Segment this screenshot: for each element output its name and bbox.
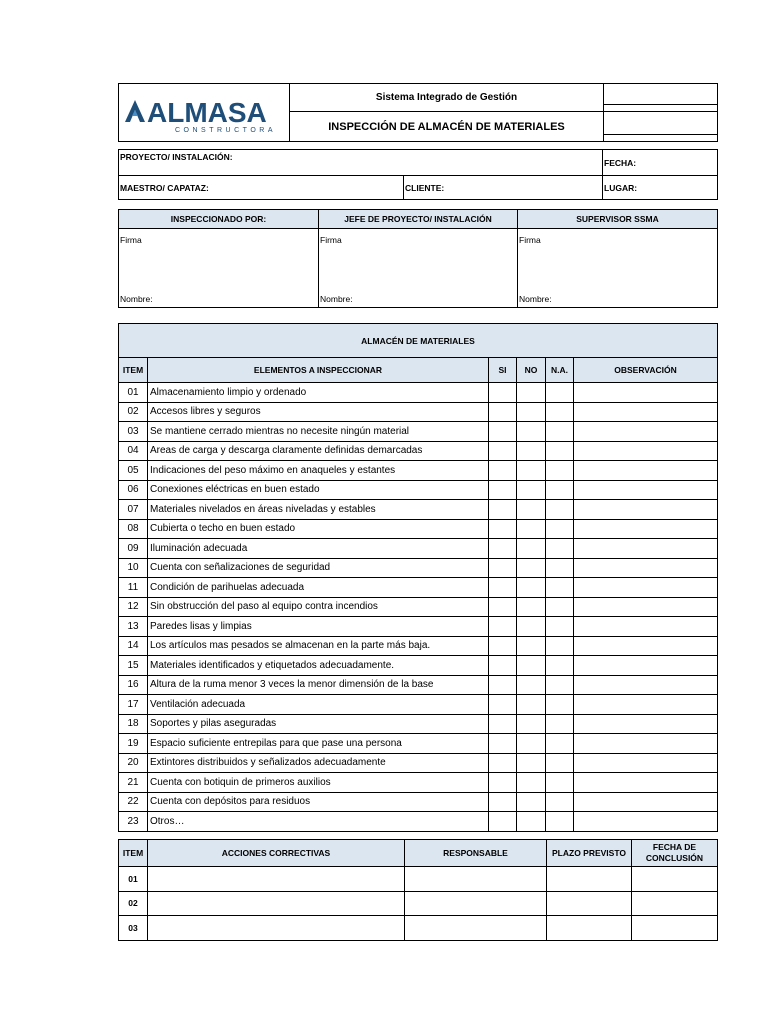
item-number: 17 (119, 695, 148, 715)
no-cell[interactable] (517, 636, 546, 656)
si-cell[interactable] (489, 753, 517, 773)
table-row (119, 656, 718, 676)
nombre-label: Nombre: (320, 294, 353, 304)
item-number: 23 (119, 812, 148, 832)
no-cell[interactable] (517, 480, 546, 500)
table-row (119, 519, 718, 539)
table-row (119, 402, 718, 422)
observacion-cell[interactable] (574, 734, 718, 754)
si-cell[interactable] (489, 441, 517, 461)
responsable-cell[interactable] (405, 891, 547, 916)
table-row (119, 500, 718, 520)
logo-cell (119, 84, 290, 142)
na-cell[interactable] (546, 656, 574, 676)
item-number: 05 (119, 461, 148, 481)
no-cell[interactable] (517, 734, 546, 754)
inspectors-block (118, 209, 718, 308)
si-cell[interactable] (489, 500, 517, 520)
na-cell[interactable] (546, 734, 574, 754)
observacion-cell[interactable] (574, 461, 718, 481)
acciones-cell[interactable] (148, 916, 405, 941)
si-cell[interactable] (489, 519, 517, 539)
si-cell[interactable] (489, 656, 517, 676)
project-info (118, 149, 718, 200)
si-cell[interactable] (489, 812, 517, 832)
na-cell[interactable] (546, 441, 574, 461)
observacion-cell[interactable] (574, 539, 718, 559)
item-text: Iluminación adecuada (148, 539, 489, 559)
no-cell[interactable] (517, 500, 546, 520)
no-cell[interactable] (517, 675, 546, 695)
table-row (119, 422, 718, 442)
plazo-cell[interactable] (547, 867, 632, 892)
si-cell[interactable] (489, 480, 517, 500)
si-cell[interactable] (489, 734, 517, 754)
inspector-header-3: SUPERVISOR SSMA (518, 210, 718, 229)
na-cell[interactable] (546, 480, 574, 500)
item-text: Indicaciones del peso máximo en anaqueles y estantes (148, 461, 489, 481)
si-cell[interactable] (489, 422, 517, 442)
table-row (119, 617, 718, 637)
item-text: Areas de carga y descarga claramente definidas demarcadas (148, 441, 489, 461)
firma-label: Firma (320, 235, 342, 245)
si-cell[interactable] (489, 597, 517, 617)
firma-label: Firma (120, 235, 142, 245)
item-text: Conexiones eléctricas en buen estado (148, 480, 489, 500)
plazo-cell[interactable] (547, 891, 632, 916)
item-number: 12 (119, 597, 148, 617)
na-cell[interactable] (546, 695, 574, 715)
no-cell[interactable] (517, 383, 546, 403)
item-number: 16 (119, 675, 148, 695)
item-text: Se mantiene cerrado mientras no necesite ningún material (148, 422, 489, 442)
table-row (119, 636, 718, 656)
no-cell[interactable] (517, 461, 546, 481)
col-na: N.A. (546, 358, 574, 383)
na-cell[interactable] (546, 578, 574, 598)
item-number: 06 (119, 480, 148, 500)
no-cell[interactable] (517, 773, 546, 793)
si-cell[interactable] (489, 792, 517, 812)
na-cell[interactable] (546, 792, 574, 812)
na-cell[interactable] (546, 558, 574, 578)
item-number: 14 (119, 636, 148, 656)
no-cell[interactable] (517, 519, 546, 539)
item-text: Ventilación adecuada (148, 695, 489, 715)
table-row (119, 792, 718, 812)
observacion-cell[interactable] (574, 597, 718, 617)
si-cell[interactable] (489, 773, 517, 793)
item-text: Almacenamiento limpio y ordenado (148, 383, 489, 403)
proyecto-label: PROYECTO/ INSTALACIÓN: (119, 150, 603, 176)
item-number: 11 (119, 578, 148, 598)
header-block (118, 83, 718, 142)
item-number: 19 (119, 734, 148, 754)
observacion-cell[interactable] (574, 773, 718, 793)
signature-cell-1[interactable] (119, 229, 319, 308)
observacion-cell[interactable] (574, 402, 718, 422)
responsable-cell[interactable] (405, 916, 547, 941)
table-row (119, 383, 718, 403)
lugar-label: LUGAR: (603, 176, 718, 200)
item-text: Cuenta con botiquin de primeros auxilios (148, 773, 489, 793)
na-cell[interactable] (546, 636, 574, 656)
no-cell[interactable] (517, 539, 546, 559)
na-cell[interactable] (546, 812, 574, 832)
observacion-cell[interactable] (574, 617, 718, 637)
item-number: 07 (119, 500, 148, 520)
inspector-header-2: JEFE DE PROYECTO/ INSTALACIÓN (319, 210, 518, 229)
table-row (119, 773, 718, 793)
logo-subtext: CONSTRUCTORA (175, 127, 276, 132)
document-title: INSPECCIÓN DE ALMACÉN DE MATERIALES (290, 112, 604, 142)
acciones-cell[interactable] (148, 891, 405, 916)
item-text: Soportes y pilas aseguradas (148, 714, 489, 734)
observacion-cell[interactable] (574, 558, 718, 578)
table-row (119, 539, 718, 559)
na-cell[interactable] (546, 383, 574, 403)
table-row (119, 695, 718, 715)
header-meta-cell-1 (604, 84, 718, 112)
no-cell[interactable] (517, 812, 546, 832)
table-row (119, 558, 718, 578)
table-row (119, 675, 718, 695)
maestro-label: MAESTRO/ CAPATAZ: (119, 176, 404, 200)
actions-table (118, 839, 718, 941)
table-row (119, 812, 718, 832)
item-text: Condición de parihuelas adecuada (148, 578, 489, 598)
checklist-table (118, 323, 718, 832)
table-row (119, 480, 718, 500)
item-number: 08 (119, 519, 148, 539)
fecha-conclusion-cell[interactable] (632, 891, 718, 916)
item-number: 09 (119, 539, 148, 559)
si-cell[interactable] (489, 675, 517, 695)
item-number: 01 (119, 383, 148, 403)
item-text: Materiales nivelados en áreas niveladas y estables (148, 500, 489, 520)
signature-cell-2[interactable] (319, 229, 518, 308)
item-text: Paredes lisas y limpias (148, 617, 489, 637)
si-cell[interactable] (489, 402, 517, 422)
table-row (119, 714, 718, 734)
observacion-cell[interactable] (574, 636, 718, 656)
item-number: 22 (119, 792, 148, 812)
item-text: Materiales identificados y etiquetados adecuadamente. (148, 656, 489, 676)
item-text: Altura de la ruma menor 3 veces la menor dimensión de la base (148, 675, 489, 695)
na-cell[interactable] (546, 617, 574, 637)
item-number: 03 (119, 422, 148, 442)
na-cell[interactable] (546, 422, 574, 442)
responsable-cell[interactable] (405, 867, 547, 892)
observacion-cell[interactable] (574, 500, 718, 520)
na-cell[interactable] (546, 714, 574, 734)
nombre-label: Nombre: (120, 294, 153, 304)
item-number: 13 (119, 617, 148, 637)
item-number: 18 (119, 714, 148, 734)
na-cell[interactable] (546, 402, 574, 422)
col-item: ITEM (119, 358, 148, 383)
observacion-cell[interactable] (574, 519, 718, 539)
no-cell[interactable] (517, 753, 546, 773)
action-row (119, 916, 718, 941)
si-cell[interactable] (489, 617, 517, 637)
firma-label: Firma (519, 235, 541, 245)
observacion-cell[interactable] (574, 792, 718, 812)
si-cell[interactable] (489, 383, 517, 403)
item-number: 02 (119, 402, 148, 422)
si-cell[interactable] (489, 558, 517, 578)
nombre-label: Nombre: (519, 294, 552, 304)
fecha-conclusion-cell[interactable] (632, 916, 718, 941)
item-number: 21 (119, 773, 148, 793)
observacion-cell[interactable] (574, 441, 718, 461)
item-number: 04 (119, 441, 148, 461)
action-row (119, 867, 718, 892)
col-no: NO (517, 358, 546, 383)
na-cell[interactable] (546, 500, 574, 520)
observacion-cell[interactable] (574, 578, 718, 598)
si-cell[interactable] (489, 636, 517, 656)
na-cell[interactable] (546, 539, 574, 559)
no-cell[interactable] (517, 597, 546, 617)
si-cell[interactable] (489, 695, 517, 715)
item-number: 10 (119, 558, 148, 578)
observacion-cell[interactable] (574, 675, 718, 695)
si-cell[interactable] (489, 539, 517, 559)
fecha-label: FECHA: (603, 150, 718, 176)
no-cell[interactable] (517, 441, 546, 461)
acciones-cell[interactable] (148, 867, 405, 892)
inspector-header-1: INSPECCIONADO POR: (119, 210, 319, 229)
table-row (119, 578, 718, 598)
observacion-cell[interactable] (574, 695, 718, 715)
item-text: Accesos libres y seguros (148, 402, 489, 422)
fecha-conclusion-cell[interactable] (632, 867, 718, 892)
no-cell[interactable] (517, 578, 546, 598)
no-cell[interactable] (517, 422, 546, 442)
na-cell[interactable] (546, 773, 574, 793)
item-text: Sin obstrucción del paso al equipo contra incendios (148, 597, 489, 617)
na-cell[interactable] (546, 675, 574, 695)
observacion-cell[interactable] (574, 714, 718, 734)
observacion-cell[interactable] (574, 480, 718, 500)
na-cell[interactable] (546, 753, 574, 773)
no-cell[interactable] (517, 402, 546, 422)
no-cell[interactable] (517, 617, 546, 637)
table-row (119, 441, 718, 461)
item-text: Otros… (148, 812, 489, 832)
actions-col-fecha: FECHA DE CONCLUSIÓN (632, 840, 718, 867)
table-row (119, 753, 718, 773)
no-cell[interactable] (517, 558, 546, 578)
observacion-cell[interactable] (574, 812, 718, 832)
action-item-number: 03 (119, 916, 148, 941)
actions-col-item: ITEM (119, 840, 148, 867)
col-elementos: ELEMENTOS A INSPECCIONAR (148, 358, 489, 383)
item-number: 15 (119, 656, 148, 676)
item-text: Los artículos mas pesados se almacenan en la parte más baja. (148, 636, 489, 656)
no-cell[interactable] (517, 714, 546, 734)
observacion-cell[interactable] (574, 753, 718, 773)
plazo-cell[interactable] (547, 916, 632, 941)
action-item-number: 02 (119, 891, 148, 916)
no-cell[interactable] (517, 695, 546, 715)
almasa-logo (123, 94, 285, 132)
si-cell[interactable] (489, 714, 517, 734)
observacion-cell[interactable] (574, 422, 718, 442)
table-row (119, 597, 718, 617)
header-meta-cell-2 (604, 112, 718, 142)
na-cell[interactable] (546, 461, 574, 481)
na-cell[interactable] (546, 597, 574, 617)
checklist-title: ALMACÉN DE MATERIALES (119, 324, 718, 358)
observacion-cell[interactable] (574, 383, 718, 403)
actions-col-responsable: RESPONSABLE (405, 840, 547, 867)
col-observacion: OBSERVACIÓN (574, 358, 718, 383)
item-text: Cuenta con depósitos para residuos (148, 792, 489, 812)
table-row (119, 461, 718, 481)
logo-text: ALMASA (147, 97, 267, 128)
si-cell[interactable] (489, 461, 517, 481)
si-cell[interactable] (489, 578, 517, 598)
actions-col-acciones: ACCIONES CORRECTIVAS (148, 840, 405, 867)
no-cell[interactable] (517, 656, 546, 676)
observacion-cell[interactable] (574, 656, 718, 676)
item-text: Extintores distribuidos y señalizados adecuadamente (148, 753, 489, 773)
item-text: Cuenta con señalizaciones de seguridad (148, 558, 489, 578)
signature-cell-3[interactable] (518, 229, 718, 308)
cliente-label: CLIENTE: (404, 176, 603, 200)
item-number: 20 (119, 753, 148, 773)
table-row (119, 734, 718, 754)
action-item-number: 01 (119, 867, 148, 892)
action-row (119, 891, 718, 916)
actions-col-plazo: PLAZO PREVISTO (547, 840, 632, 867)
system-title: Sistema Integrado de Gestión (290, 84, 604, 112)
no-cell[interactable] (517, 792, 546, 812)
na-cell[interactable] (546, 519, 574, 539)
item-text: Espacio suficiente entrepilas para que pase una persona (148, 734, 489, 754)
col-si: SI (489, 358, 517, 383)
item-text: Cubierta o techo en buen estado (148, 519, 489, 539)
